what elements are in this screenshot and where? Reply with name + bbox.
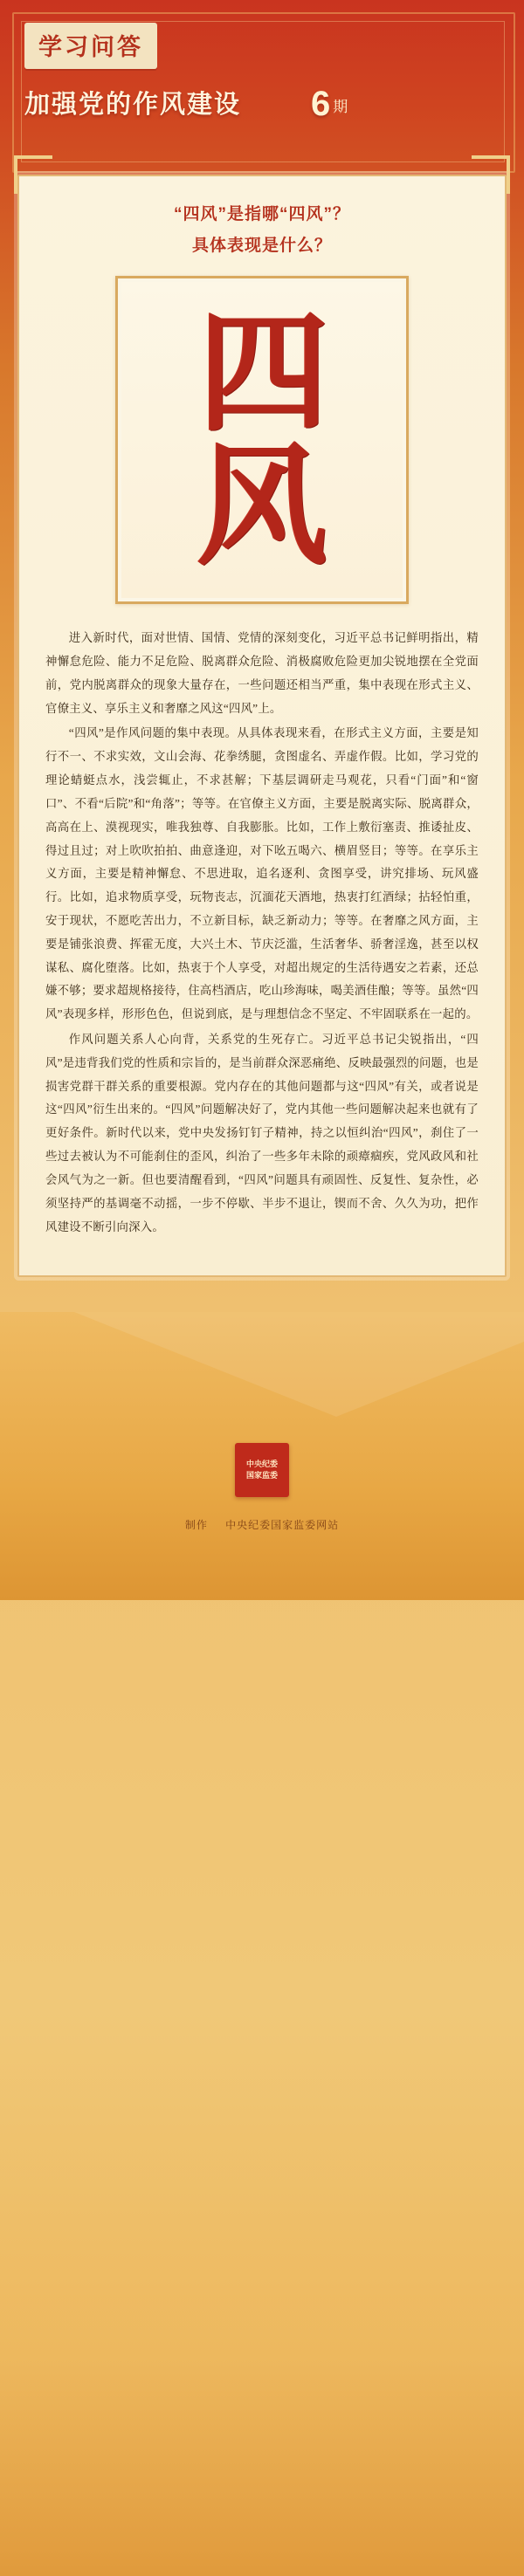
seal-line-1: 中央纪委 <box>245 1460 278 1469</box>
credit-label: 制作 <box>184 1519 208 1532</box>
question-line-2: 具体表现是什么？ <box>191 237 332 256</box>
organization-seal <box>235 1443 289 1497</box>
page-title: 学习问答 <box>24 23 157 69</box>
subtitle-row <box>24 85 524 123</box>
issue-number: 6 <box>311 85 331 123</box>
question-title <box>45 199 479 262</box>
credit-line <box>0 1517 524 1532</box>
credit-source: 中央纪委国家监委网站 <box>225 1519 340 1532</box>
paragraph: “四风”是作风问题的集中表现。从具体表现来看，在形式主义方面，主要是知行不一、不求实效，文山会海、花拳绣腿，贪图虚名、弄虚作假。比如，学习党的理论蜻蜓点水，浅尝辄止，不求甚解；下基层调研走马观花，只看“门面”和“窗口”、不看“后院”和“角落”；等等。在官僚主义方面，主要是脱离实际、脱离群众，高高在上、漠视现实，唯我独尊、自我膨胀。比如，工作上敷衍塞责、推诿扯皮、得过且过；对上吹吹拍拍、曲意逢迎，对下吆五喝六、横眉竖目；等等。在享乐主义方面，主要是精神懈怠、不思进取，追名逐利、贪图享受，讲究排场、玩风盛行。比如，追求物质享受，玩物丧志，沉湎花天酒地，热衷打红酒绿；拈轻怕重，安于现状，不愿吃苦出力，不立新目标，缺乏新动力；等等。在奢靡之风方面，主要是铺张浪费、挥霍无度，大兴土木、节庆泛滥，生活奢华、骄奢淫逸，甚至以权谋私、腐化堕落。比如，热衷于个人享受，对超出规定的生活待遇安之若素，还总嫌不够；要求超规格接待，住高档酒店，吃山珍海味，喝美酒佳酿；等等。虽然“四风”表现多样，形形色色，但说到底，是与理想信念不坚定、不牢固联系在一起的。 <box>45 726 479 1021</box>
article-body <box>45 627 479 1239</box>
footer <box>0 1312 524 1600</box>
content-card <box>17 175 507 1277</box>
header <box>0 0 524 123</box>
seal-line-2: 国家监委 <box>245 1471 278 1480</box>
subtitle: 加强党的作风建设 <box>24 91 242 119</box>
issue-unit: 期 <box>333 99 348 115</box>
envelope-flap <box>74 1312 524 1425</box>
question-line-1: “四风”是指哪“四风”？ <box>173 205 350 223</box>
paragraph: 作风问题关系人心向背，关系党的生死存亡。习近平总书记尖锐指出，“四风”是违背我们党的性质和宗旨的，是当前群众深恶痛绝、反映最强烈的问题，也是损害党群干群关系的重要根源。党内存在的其他问题都与这“四风”有关，或者说是这“四风”衍生出来的。“四风”问题解决好了，党内其他一些问题解决起来也就有了更好条件。新时代以来，党中央发扬钉钉子精神，持之以恒纠治“四风”，刹住了一些过去被认为不可能刹住的歪风，纠治了一些多年未除的顽瘴痼疾，党风政风和社会风气为之一新。但也要清醒看到，“四风”问题具有顽固性、反复性、复杂性，必须坚持严的基调毫不动摇，一步不停歇、半步不退让，锲而不舍、久久为功，把作风建设不断引向深入。 <box>45 1033 479 1233</box>
calligraphy-char-2: 风 <box>196 429 328 584</box>
calligraphy-image <box>115 276 409 604</box>
paragraph: 进入新时代，面对世情、国情、党情的深刻变化，习近平总书记鲜明指出，精神懈怠危险、能力不足危险、脱离群众危险、消极腐败危险更加尖锐地摆在全党面前，党内脱离群众的现象大量存在，一些问题还相当严重，集中表现在形式主义、官僚主义、享乐主义和奢靡之风这“四风”上。 <box>45 631 479 715</box>
calligraphy-char-1: 四 <box>197 296 326 450</box>
